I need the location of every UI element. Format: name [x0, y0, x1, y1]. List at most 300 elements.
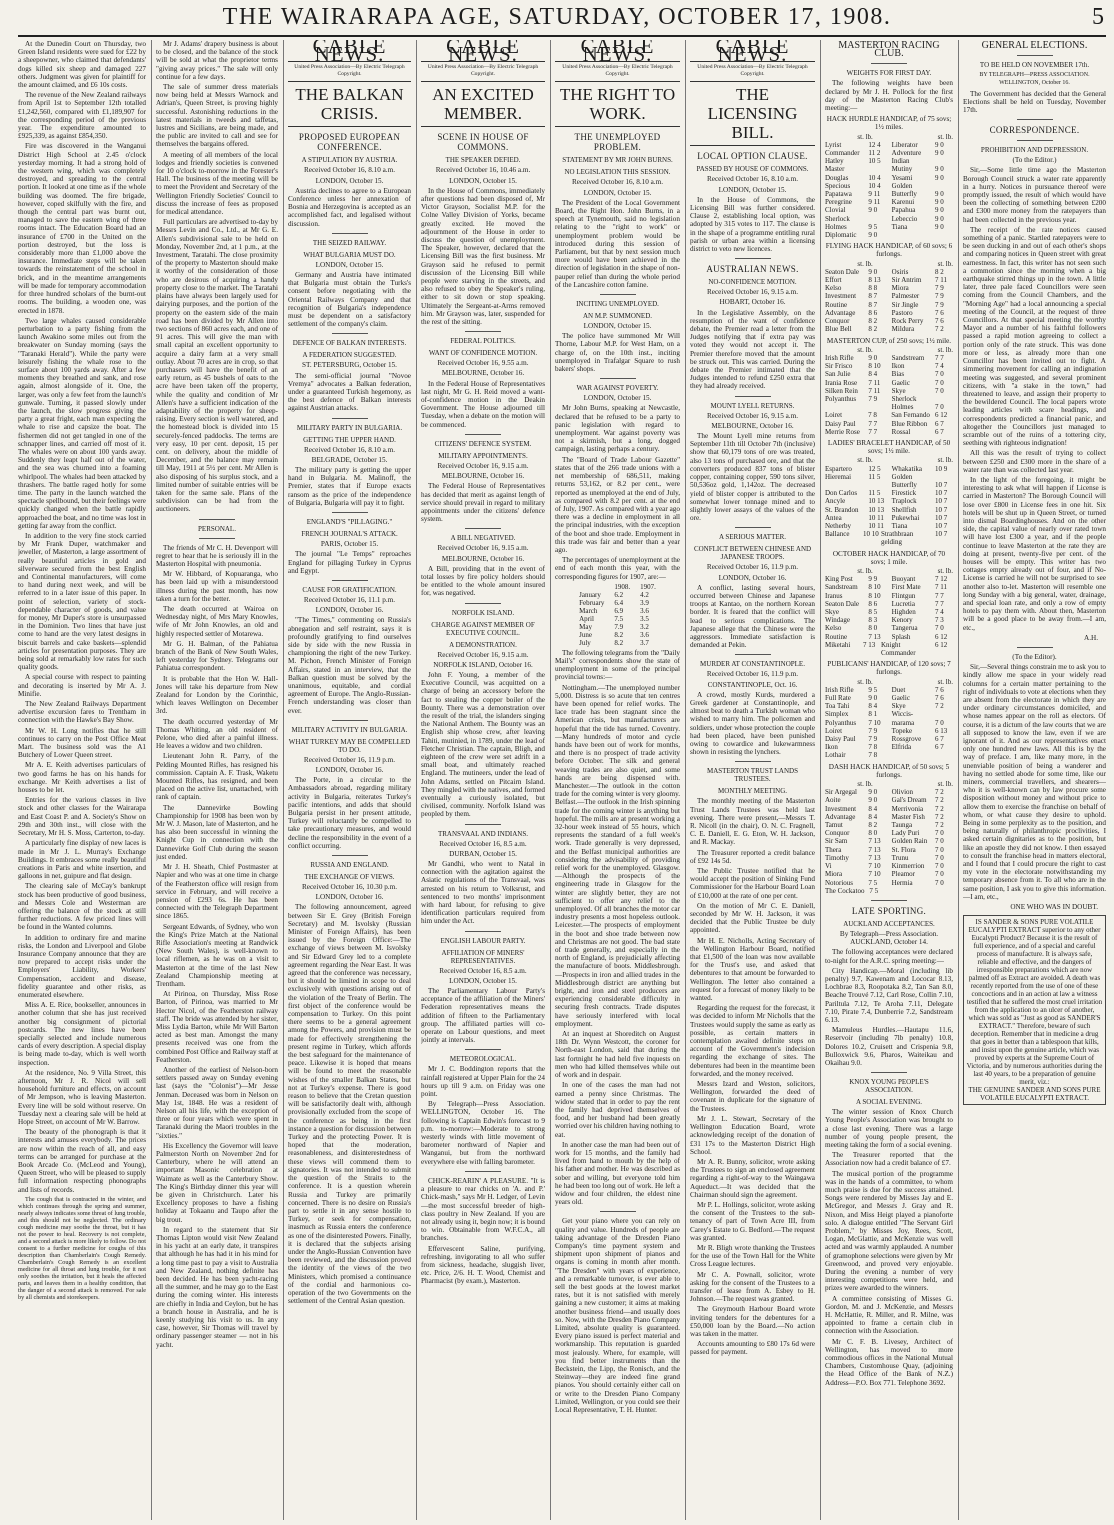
- advertisement: CHICK-REARIN' A PLEASURE. "It is a pleasure to rear chicks on 'A. and P.' Chick-mash," says Mr H. Ledger, of Levin—the most successful breeder of high-class poultry in New Zealand. If you are not already using it, begin now; it is bound to win. Obtainable from W.F.C.A., all branches.: [421, 1176, 545, 1243]
- horse-weight: 9 0: [934, 190, 944, 199]
- race-entry-row: [825, 231, 953, 239]
- horse-weight: 9 0: [868, 206, 878, 215]
- horse-weight: 7 2: [934, 796, 944, 805]
- horse-name: Kinmerrion: [891, 862, 925, 871]
- horse-name: Loiret: [825, 411, 843, 420]
- race-units: st. lb. st. lb.: [857, 566, 953, 575]
- horse-name: Yesami: [891, 173, 913, 182]
- news-paragraph: The Treasurer reported that the Association now had a credit balance of £7.: [825, 1151, 953, 1168]
- news-paragraph: The sale of summer dress materials now being held at Messrs Warnock and Adrian's, Queen Street, is proving highly successful. Astonishing reductions in the latest materials in tweeds and taffetas, lustres and Sicilians, are being made, and the public are invited to call and see for themselves the bargains offered.: [156, 83, 278, 149]
- horse-name: Sir Jingle: [891, 300, 919, 309]
- race-entry-row: [825, 268, 953, 276]
- horse-weight: 7 9: [934, 300, 944, 309]
- horse-weight: 7 6: [934, 317, 944, 326]
- dateline: CONSTANTINOPLE, Oct. 16.: [707, 680, 798, 689]
- horse-name: marama: [891, 718, 915, 727]
- horse-weight: 7 2: [934, 788, 944, 797]
- letter-paragraph: Sir,—Several things constrain me to ask you to kindly allow me space in your widely read columns for a certain matter pertaining to the right of individuals to vote at elections when they are absent from the electorate in which they are under ordinary circumstances domiciled, and whose names appear on the roll as electors. Of course, it is a dictum of the law courts that we are all supposed to know the law, even if we are ignorant of it. And as our representatives enact only one hundred new laws. All this is by the way of preface. I am, like many more, in the unenviable position of being a wanderer and having no settled abode for some time, like our miners, commercial travellers, and shearers—who it is well-known can by law procure some disposition without money and without price to allow them to exercise the franchise on behalf of whom, or what cause they desire to uphold. Being in some perplexity as to the position, and being naturally of philanthropic proclivities, I asked certain dignitaries as to the position, but like an apostle they did not know. I then essayed to consult the franchise head in matters electoral, and I found that I could procure the right to cast my vote in the electorate notwithstanding my temporary absence from it. To all who are in the same position, I ask you to give this information.—I am, etc.,: [963, 663, 1106, 901]
- horse-name: Skye: [891, 702, 906, 711]
- subheading: MASTERTON TRUST LANDS TRUSTEES.: [707, 767, 798, 784]
- news-paragraph: Mr W. H. Long notifies that he still continues to carry on the Post Office Meat Mart. The business sold was the A1 Butchery of Lower Queen street.: [18, 726, 146, 760]
- subheading: RUSSIA AND ENGLAND.: [310, 860, 389, 869]
- section-divider: [600, 1211, 636, 1212]
- race-entry-row: [825, 522, 953, 530]
- race-entry-row: [825, 686, 953, 694]
- page-number: 5: [1092, 4, 1104, 30]
- horse-weight: 10 11: [868, 521, 884, 530]
- race-entry-row: [825, 743, 953, 751]
- section-divider: [332, 418, 368, 419]
- horse-weight: 7 0: [934, 870, 944, 879]
- subheading: TRANSVAAL AND INDIANS.: [437, 829, 529, 838]
- news-paragraph: Mr H. E. Nicholls, Acting Secretary of the Wellington Harbour Board, notified that £1,500 of the loan was now available for the Trust's use, and asked that debentures to that amount be forwarded to Wellington. The letter also contained a request for a forecast of money likely to be wanted.: [690, 936, 815, 1003]
- dateline: LONDON, October 16.: [315, 606, 384, 615]
- horse-weight: 7 6: [934, 694, 944, 703]
- received-line: Received October 16, 8.10 a.m.: [303, 445, 395, 454]
- horse-name: Specious: [825, 181, 851, 190]
- received-line: Received October 16, 8.10 a.m.: [303, 166, 395, 175]
- race-entry-row: [825, 829, 953, 837]
- subheading: PROPOSED EUROPEAN CONFERENCE.: [298, 132, 401, 153]
- received-line: Received October 16, 8.5 a.m.: [439, 839, 527, 848]
- horse-name: Lyrist: [825, 140, 842, 149]
- horse-name: Shellfish: [891, 505, 917, 514]
- horse-weight: 9 0: [934, 173, 944, 182]
- horse-weight: 9 0: [934, 149, 944, 158]
- horse-name: Splash: [891, 632, 911, 641]
- horse-name: Sir Sam: [825, 837, 848, 846]
- news-paragraph: In one of the cases the man had not earned a penny since Christmas. The widow stated that in order to pay the rent the family had deprived themselves of food, and her husband had been greatly worried over his children having nothing to eat.: [555, 1081, 680, 1139]
- horse-name: Irania Rose: [825, 378, 858, 387]
- horse-weight: [935, 710, 953, 718]
- horse-name: Sherlock: [825, 214, 850, 223]
- dateline: By Telegraph—Press Association. AUCKLAND, October 14.: [839, 929, 939, 947]
- horse-name: Ballance: [825, 530, 850, 539]
- table-row: [574, 607, 661, 615]
- news-paragraph: The cough that is contracted in the winter, and which continues through the spring and summer, nearly always indicates some threat of lung trouble, and this should not be neglected. The ordinary cough medicine may soothe the throat, but it has not the power to heal. Recovery is not complete, and a second attack is more likely to follow. Do not consent to a further medicine for coughs of this description than Chamberlain's Cough Remedy. Chamberlain's Cough Remedy is an excellent medicine for all throat and lung trouble, for it not only soothes the irritation, but it heals the affected parts, and leaves them in a healthy condition, that the danger of a second attack is removed. For sale by all chemists and storekeepers.: [18, 1195, 146, 1301]
- horse-weight: 7 0: [934, 878, 944, 887]
- race-entry-row: [825, 887, 953, 895]
- subheading: GETTING THE UPPER HAND.: [303, 435, 396, 444]
- horse-weight: 8 4: [868, 370, 878, 379]
- section-divider: [600, 294, 636, 295]
- horse-weight: 7 0: [934, 845, 944, 854]
- horse-weight: 7 3: [934, 616, 944, 625]
- horse-weight: 8 4: [868, 702, 878, 711]
- column-excited-member: [421, 40, 545, 1520]
- horse-weight: [868, 215, 886, 223]
- race-entry-row: [825, 301, 953, 309]
- horse-weight: [935, 473, 953, 481]
- horse-name: Rock Perry: [891, 317, 924, 326]
- subheading: STATEMENT BY MR JOHN BURNS.: [562, 156, 673, 165]
- horse-weight: 7 0: [934, 624, 944, 633]
- section-divider: [735, 527, 771, 528]
- table-cell: January: [579, 590, 601, 599]
- horse-name: St. Flora: [891, 845, 916, 854]
- horse-weight: [935, 395, 953, 403]
- table-cell: April: [579, 614, 594, 623]
- race-entry-row: [825, 182, 953, 190]
- horse-name: [892, 887, 930, 895]
- horse-weight: 9 0: [934, 198, 944, 207]
- horse-name: Sir Antrim: [891, 276, 922, 285]
- subheading: A SERIOUS MATTER.: [718, 533, 787, 542]
- dateline: HOBART, October 16.: [719, 298, 786, 307]
- received-line: Received October 16, 9.15 a.m.: [706, 288, 798, 297]
- horse-weight: 7 2: [934, 821, 944, 830]
- horse-weight: 8 4: [868, 812, 878, 821]
- news-paragraph: The clearing sale of McCay's bankrupt stock has been productive of good business, and Messrs Cole and Westerman are offering the balance of the stock at still further reductions. A few priced lines will be found in the Wanted columns.: [18, 882, 146, 932]
- horse-weight: [935, 751, 953, 759]
- cable-credit: United Press Association—By Electric Telegraph Copyright.: [562, 64, 673, 77]
- race-entry-row: [825, 796, 953, 804]
- race-entry-row: [825, 879, 953, 887]
- section-divider: [871, 900, 907, 901]
- horse-weight: [935, 157, 953, 165]
- horse-weight: 6 13: [934, 726, 948, 735]
- table-cell: 3.2: [640, 622, 649, 631]
- received-line: Received October 16, 9.55 a.m.: [437, 359, 529, 368]
- horse-name: Sherlock: [891, 394, 917, 403]
- race-entry-row: [825, 710, 953, 718]
- table-cell: March: [579, 606, 598, 615]
- horse-weight: 8 6: [868, 308, 878, 317]
- race-entry-row: [825, 821, 953, 829]
- table-header: 1908.: [614, 582, 631, 591]
- news-paragraph: City Handicap.—Moral (including lib penalty) 9.7, Kawenam and Lococar 8.13, Lochbrae 8.3, Roopotaka 8.2, Tan San 8.0, Beache Trouvé 7.12, Carl Rose, Collin 7.10, Pariltula 7.12, Te Aroha 7.11, Delegate 7.10, Pirate 7.4, Dunberrie 7.2, Sandstream 6.13.: [825, 966, 953, 1024]
- horse-name: Peregrine: [825, 198, 852, 207]
- horse-weight: 8 2: [868, 325, 878, 334]
- section-divider: [465, 331, 501, 332]
- section-divider: [465, 603, 501, 604]
- column-rule: [820, 40, 821, 1520]
- horse-weight: 9 0: [868, 788, 878, 797]
- advertisement: Get your piano where you can rely on quality and value. Hundreds of people are taking advantage of the Dresden Piano Company's time payment system and shipment upon shipment of pianos and organs is coming in month after month. "The Dresden" with years of experience, and a remarkable turnover, is ever able to sell the best goods at the lowest market rates, but it is not satisfied with merely gaining a new customer; it aims at making another business friend—and usually does so. Now, with the Dresden Piano Company Limited, absolute quality is guaranteed. Every piano issued is perfect material and workmanship. This reputation is guarded most jealously. Where, for example, will you find better instruments than the Beckstein, the Lipp, the Ronisch, and the Steinway—they are indeed fine grand pianos. You should certainly either call on or write to the Dresden Piano Company Limited, Wellington, or you could see their Local Representative, T. H. Hunter.: [555, 1217, 680, 1415]
- horse-name: First Mate: [891, 583, 921, 592]
- race-entry-row: [825, 608, 953, 616]
- dateline: LONDON, October 16.: [718, 573, 787, 582]
- news-paragraph: Austria declines to agree to a European Conference unless her annexation of Bosnia and Herzegovina is accepted as an accomplished fact, and legalised without discussion.: [288, 186, 411, 228]
- received-line: Received October 16, 9.15 a.m.: [706, 411, 798, 420]
- news-paragraph: The musical portion of the programme was in the hands of a committee, to whom much praise is due for the success attained. Songs were rendered by Misses Jay and E. McGregor, and Messrs J. Gray and R. Nixon, and Miss Heigt played a pianoforte solo. A dialogue entitled "The Servant Girl Problem," by Misses Joy, Rees, Scott, Logan, McGlattie, and McKenzie was well acted and was warmly applauded. A number of gramophone selections were given by Mr Greenwood, and proved very enjoyable. During the evening a number of very interesting competitions were held, and prizes were awarded to the winners.: [825, 1169, 953, 1293]
- received-line: Received October 16, 9.15 a.m.: [437, 544, 529, 553]
- race-entry-row: [825, 198, 953, 206]
- race-entry-row: [825, 149, 953, 157]
- section-divider: [199, 519, 235, 520]
- horse-weight: 7 2: [934, 702, 944, 711]
- section-heading: AUSTRALIAN NEWS.: [706, 264, 799, 275]
- personal-item: In regard to the statement that Sir Thomas Lipton would visit New Zealand in his yacht at an early date, it transpires that although he has had it in his mind for a long time past to pay a visit to Australia and New Zealand, nothing definite has been decided. He has been yacht-racing all the summer, and he may go to the East during the coming winter. His interests are chiefly in India and Ceylon, but he has a branch house in Australia, and he is keenly studying his visit to us. In any case, however, Sir Thomas will travel by ordinary passenger steamer — not in his yacht.: [156, 1225, 278, 1349]
- horse-weight: 8 2: [934, 267, 944, 276]
- horse-weight: 8 2: [868, 317, 878, 326]
- personal-item: Another of the earliest of Nelson-born settlers passed away on Sunday evening last (says the "Colonist")—Mr Jesse Jenman. Deceased was born in Nelson on May 1st, 1848. He was a resident of Nelson all his life, with the exception of three or four years which were spent in Taranaki during the Maori troubles in the "sixties.": [156, 1065, 278, 1140]
- horse-weight: 7 11: [868, 378, 881, 387]
- horse-weight: 7 11: [934, 276, 947, 285]
- column-rule: [958, 40, 959, 1520]
- horse-name: Hatley: [825, 157, 844, 166]
- race-entry-row: [825, 292, 953, 300]
- news-paragraph: A committee consisting of Misses G. Gordon, M. and J. McKenzie, and Messrs H. McHattie, R. Miller, and R. Milne, was appointed to frame a certain club in connection with the Association.: [825, 1294, 953, 1336]
- dateline: LONDON, October 15.: [315, 260, 384, 269]
- horse-name: Gal's Dream: [891, 796, 927, 805]
- news-paragraph: In the Legislative Assembly, on the resumption of the want of confidence debate, the Premier read a letter from the Judges notifying that if extra pay was voted they would not accept it. The Premier therefore moved that the amount be struck out. This was carried. During the debate the Premier intimated that the Judges intended to refund £250 extra that they had already received.: [690, 308, 815, 391]
- horse-name: Lebeccio: [891, 214, 918, 223]
- news-paragraph: Messrs Izard and Weston, solicitors, Wellington, forwarded the deed of covenant in duplicate for the signature of the Trustees.: [690, 1080, 815, 1113]
- horse-name: Taunga: [891, 821, 913, 830]
- horse-weight: 7 0: [934, 386, 944, 395]
- horse-name: Indian: [891, 157, 910, 166]
- horse-name: The Cockatoo: [825, 886, 865, 895]
- race-heading: FLYING HACK HANDICAP, of 60 sovs; 6 furlongs.: [825, 242, 953, 259]
- horse-weight: 9 9: [868, 575, 878, 584]
- news-paragraph: The beauty of the phonograph is that it interests and amuses everybody. The prices are now within the reach of all, and easy terms can be arranged for purchase at the Book Arcade Co. (McLeod and Young), Queen Street, who will be pleased to supply full information respecting phonographs and lists of records.: [18, 1128, 146, 1194]
- table-cell: 8.2: [614, 638, 624, 647]
- subheading: CONFLICT BETWEEN CHINESE AND JAPANESE TROOPS.: [693, 545, 812, 562]
- received-line: Received October 16, 10.46 a.m.: [435, 166, 531, 175]
- race-entry-row: [825, 428, 953, 436]
- horse-name: Espartero: [825, 464, 852, 473]
- news-paragraph: The following announcement, agreed between Sir E. Grey (British Foreign Secretary) and M. Isvolsky (Russian Minister of Foreign Affairs), has been issued by the Foreign Office:—The exchange of views between M. Isvolsky and Sir Edward Grey led to a complete agreement regarding the Near East. It was agreed that the conference was necessary, but it should be limited in scope to deal exclusively with questions arising out of the violation of the Treaty of Berlin. The first object of the conference would be compensation to Turkey. On this point there seems to be a general agreement among the Powers, and provision must be made for effectively strengthening the present regime in Turkey, which affords the best safeguard for the maintenance of peace. Likewise it is hoped that means will be found to meet the reasonable wishes of the smaller Balkan States, but not at Turkey's expense. There is good reason to believe that the Cretan question will be satisfactorily dealt with, although provisionally excluded from the scope of the conference as being in the first instance a question for discussion between Turkey and the protecting Power. It is hoped that the moderation, reasonableness, and disinterestedness of these views will commend them to signatories. It was not intended to submit the question of the Straits to the conference. It is a question wherein Russia and Turkey are primarily concerned. There is no desire on Russia's part to settle it in any sense hostile to Turkey, or seek for compensation, inasmuch as Russia enters the conference as one of the disinterested Powers. Finally, it is declared that the subjects arising under the Anglo-Russian Convention have been reviewed, and the discussion proved the identity of the views of the two Ministers, which promised a continuance of the cordial and harmonious co-operation of the two Governments on the settlement of the Central Asian question.: [288, 903, 411, 1306]
- horse-weight: 7 13: [868, 853, 881, 862]
- subheading: CAUSE FOR GRATIFICATION.: [302, 585, 397, 594]
- horse-weight: 7 6: [934, 685, 944, 694]
- race-entry-row: [825, 702, 953, 710]
- section-divider: [332, 512, 368, 513]
- horse-name: Iranus: [825, 591, 843, 600]
- race-entry-row: [825, 379, 953, 387]
- race-entry-row: [825, 694, 953, 702]
- section-heading: KNOX YOUNG PEOPLE'S ASSOCIATION.: [849, 1078, 929, 1095]
- elections-title: GENERAL ELECTIONS.: [981, 40, 1088, 51]
- horse-name: Loiret: [825, 726, 843, 735]
- subheading: AFFILIATION OF MINERS' REPRESENTATIVES.: [441, 948, 525, 965]
- race-entry-row: [825, 420, 953, 428]
- letter-signature: A.H.: [1084, 633, 1098, 642]
- race-entry-row: [825, 506, 953, 514]
- news-paragraph: Mr A. R. Bunny, solicitor, wrote asking the Trustees to sign an enclosed agreement regarding a right-of-way to the Waingawa Aqueduct.—It was decided that the Chairman should sign the agreement.: [690, 1157, 815, 1199]
- column-racing-club: [825, 40, 953, 1520]
- horse-name: Kelso: [825, 624, 842, 633]
- news-paragraph: In another case the man had been out of work for 15 months, and the family had lived from hand to mouth by the help of his father and mother. He was described as sober and willing, but everyone told him he had been too long out of work. He left a widow and four children, the eldest nine years old.: [555, 1140, 680, 1207]
- horse-name: Diplomatic: [825, 231, 857, 240]
- dateline: PARIS, October 15.: [320, 540, 379, 549]
- news-paragraph: At the residence, No. 9 Villa Street, this afternoon, Mr J. R. Nicol will sell household furniture and effects, on account of Mr Jempson, who is leaving Masterton. Every line will be sold without reserve. On Tuesday next a clearing sale will be held at Hope Street, on account of Mr W. Barrow.: [18, 1068, 146, 1126]
- table-cell: May: [579, 622, 592, 631]
- advertisement: Effervescent Saline, purifying, refreshing, invigorating to all who suffer from sickness, headache, sluggish liver, etc. Price, 2/6. H. T. Wood, Chemist and Pharmacist (by exam.), Masterton.: [421, 1244, 545, 1286]
- letter-paragraph: All this was the result of trying to collect between £250 and £300 more in the share of a water rate than was collected last year.: [963, 449, 1106, 474]
- section-divider: [465, 931, 501, 932]
- received-line: Received October 16, 11.9 p.m.: [706, 670, 799, 679]
- horse-name: Polyanthus: [825, 394, 857, 403]
- letter-paragraph: The receipt of the rate notices caused something of a panic. Startled ratepayers were to be seen ducking in and out of each other's shops and comparing notices in Queen street with great earnestness. In fact, this writer has not seen such a commotion since the morning when a big earthquake stirred things up in the town. A little later, three pale faced Councillors were seen coming from the Council Chambers, and the "Morning Age" had a local announcing a special meeting of the Council, at the request of three Councillors. At that special meeting the worthy Mayor and a number of his faithful followers passed a rapid motion agreeing to collect a portion only of the rate struck. This was done more or less, as already more than one Councillor has been invited out to fight. A simmering movement for calling an indignation meeting was suggested, and several prominent citizens, with "a stake in the town," had threatened to leave, and assign their property to the bewildered Council. The local papers wrote leading articles with scare headings, and correspondents predicted a financial panic, and altogether the Councillors just managed to scramble out of the ruins of a tottering city, seething with righteous indignation!: [963, 225, 1106, 448]
- horse-weight: 12 5: [868, 464, 881, 473]
- headline: THE LICENSING BILL.: [690, 81, 815, 146]
- horse-name: [825, 481, 863, 489]
- unemployment-table: [574, 583, 661, 647]
- horse-weight: [868, 481, 886, 489]
- horse-name: Full Rate: [825, 694, 851, 703]
- horse-weight: 9 0: [934, 222, 944, 231]
- column-general-elections: [963, 40, 1106, 1520]
- horse-weight: 10 7: [934, 505, 948, 514]
- cable-news-heading: CABLE NEWS.: [555, 40, 680, 62]
- section-divider: [332, 233, 368, 234]
- column-right-to-work: [555, 40, 680, 1520]
- dateline: ST. PETERSBURG, October 15.: [302, 361, 397, 370]
- news-paragraph: The Government has decided that the General Elections shall be held on Tuesday, November 17th.: [963, 89, 1106, 115]
- news-paragraph: Mr R. Bligh wrote thanking the Trustees for the use of the Town Hall for the White Cross League lectures.: [690, 1243, 815, 1269]
- horse-weight: 7 13: [868, 837, 881, 846]
- race-entry-row: [825, 387, 953, 395]
- dateline: BELGRADE, October 15.: [311, 455, 388, 464]
- horse-weight: 7 0: [934, 837, 944, 846]
- news-paragraph: A special course with respect to painting and decorating is inserted by Mr A. J. Minifie.: [18, 673, 146, 698]
- horse-name: Kenory: [891, 616, 913, 625]
- horse-weight: 9 0: [934, 165, 944, 174]
- dateline: DURBAN, October 15.: [449, 849, 517, 858]
- horse-name: Highden: [891, 608, 916, 616]
- section-divider: [735, 396, 771, 397]
- horse-name: Topeke: [891, 726, 913, 735]
- subheading: CITIZENS' DEFENCE SYSTEM.: [434, 439, 532, 448]
- horse-name: Sir Frisco: [825, 362, 853, 371]
- subheading: WHAT TURKEY MAY BE COMPELLED TO DO.: [288, 737, 411, 754]
- horse-name: Traplock: [891, 497, 917, 506]
- news-paragraph: The military party is getting the upper hand in Bulgaria. M. Malinoff, the Premier, states that if Europe exacts ransom as the price of the independence of Bulgaria, Bulgaria will pay it to fight.: [288, 466, 411, 507]
- horse-name: Hermia: [891, 878, 913, 887]
- horse-weight: 6 12: [935, 640, 948, 649]
- horse-weight: 7 4: [934, 362, 944, 371]
- cable-news-heading: CABLE NEWS.: [690, 40, 815, 62]
- horse-weight: 8 1: [868, 710, 878, 719]
- horse-name: Rossal: [891, 427, 911, 436]
- horse-weight: 8 10: [868, 362, 881, 371]
- horse-name: Routine: [825, 632, 848, 641]
- horse-name: Timothy: [825, 853, 849, 862]
- horse-name: Osiris: [891, 267, 909, 276]
- race-entry-row: [825, 592, 953, 600]
- horse-weight: 6 12: [934, 411, 948, 420]
- section-heading: LATE SPORTING.: [851, 905, 927, 916]
- horse-weight: 10 11: [868, 513, 884, 522]
- horse-weight: 8 10: [868, 583, 881, 592]
- horse-name: Butterfly: [891, 480, 917, 489]
- dateline: LONDON, October 15.: [449, 976, 517, 985]
- horse-name: Ikon: [891, 362, 905, 371]
- letter-paragraph: In the light of the foregoing, it might be interesting to ask what will happen if License is carried in Masterton? The Borough Council will lose over £800 in License fees in one hit. Six hotels will be shut up in Queen Street, or turned into dismal Boardinghouses. And on the other side, the capital value of nearly over rated town will have lost £300 a year, and if the people continue to leave Masterton at the rate they are doing at present, twenty-five per cent. of the houses will be empty. This writer has two cottages empty already out of four, and if No-License is carried he will not be surprised to see another also to-let. Masterton will resemble one long Sunday with a big general, water, drainage, and special loan rate, and only a row of empty hotels to pay them with. About then, Masterton will be a good place to be away from.—I am, etc.,: [963, 475, 1106, 632]
- subheading: FEDERAL POLITICS.: [450, 337, 516, 346]
- horse-weight: 7 9: [934, 284, 944, 293]
- race-entry-row: [825, 190, 953, 198]
- race-entry-row: [825, 530, 953, 546]
- personal-item: The death occurred at Wairoa on Wednesday night, of Mrs Mary Knowles, wife of Mr John Knowles, an old and highly respected settler of Motarewa.: [156, 605, 278, 638]
- news-paragraph: Mr J. C. Boddington reports that the rainfall registered at Upper Plain for the 24 hours up till 9 a.m. on Friday was one point.: [421, 1065, 545, 1099]
- masthead: [0, 0, 1114, 36]
- subheading: THE UNEMPLOYED PROBLEM.: [574, 132, 661, 153]
- horse-name: Thera: [825, 845, 842, 854]
- race-entry-row: [825, 514, 953, 522]
- dateline: BY TELEGRAPH—PRESS ASSOCIATION. WELLINGTON, October 16.: [979, 72, 1090, 87]
- horse-weight: 7 7: [934, 353, 944, 362]
- subheading: AN M.P. SUMMONED.: [582, 312, 653, 321]
- horse-name: Routine: [825, 300, 848, 309]
- horse-weight: 6 7: [934, 735, 944, 744]
- horse-weight: 8 4: [868, 804, 878, 813]
- race-entry-row: [825, 735, 953, 743]
- section-divider: [735, 761, 771, 762]
- race-entry-row: [825, 575, 953, 583]
- subheading: THE SPEAKER DEFIED.: [445, 156, 521, 165]
- table-row: [574, 623, 661, 631]
- race-entry-row: [825, 362, 953, 370]
- subheading: A DEMONSTRATION.: [449, 640, 517, 649]
- horse-weight: 10 7: [934, 480, 948, 489]
- received-line: Received October 16, 10.30 p.m.: [301, 882, 397, 891]
- horse-name: Merrie Rose: [825, 427, 860, 436]
- news-paragraph: The "Board of Trade Labour Gazette" states that of the 266 trade unions with a net membership of 686,511, making returns 53,162, or 8.2 per cent., were reported as unemployed at the end of July, as compared with 8.2 per cent. at the end of July, 1907. As compared with a year ago there was a decline in employment in all the principal industries, with the exception of the boot and shoe trade. Employment in this trade was fair and better than a year ago.: [555, 455, 680, 554]
- horse-name: Tamut: [825, 821, 843, 830]
- news-paragraph: The Greymouth Harbour Board wrote inviting tenders for the debentures for a £50,000 loan by the Board.—No action was taken in the matter.: [690, 1305, 815, 1338]
- horse-weight: 7 2: [934, 812, 944, 821]
- race-entry-row: [825, 276, 953, 284]
- horse-name: Irish Rifle: [825, 353, 854, 362]
- dateline: MELBOURNE, October 16.: [441, 472, 525, 481]
- race-entry-row: [825, 174, 953, 182]
- race-entry-row: [825, 325, 953, 333]
- horse-name: Skye: [891, 386, 906, 395]
- horse-weight: 7 10: [868, 870, 881, 879]
- table-row: [574, 615, 661, 623]
- race-heading: HACK HURDLE HANDICAP, of 75 sovs; 1½ miles.: [826, 115, 952, 132]
- news-paragraph: A conflict, lasting several hours, occurred between Chinese and Japanese troops at Kantao, on the northern Korean border. It is feared that the conflict will lead to serious complications. The Japanese allege that the Chinese were the aggressors. Immediate satisfaction is demanded at Pekin.: [690, 583, 815, 650]
- news-paragraph: Mr C. A. Pownall, solicitor, wrote asking for the consent of the Trustees to a transfer of lease from A. Esbey to H. Johnson.—The request was granted.: [690, 1270, 815, 1304]
- table-cell: 4.2: [640, 590, 649, 599]
- subheading: MOUNT LYELL RETURNS.: [710, 401, 795, 410]
- subheading: PASSED BY HOUSE OF COMMONS.: [696, 165, 809, 174]
- horse-weight: 8 2: [868, 821, 878, 830]
- personal-item: The death occurred yesterday of Mr Thomas Whiting, an old resident of Pelone, who died after a painful illness. He leaves a widow and two children.: [156, 717, 278, 751]
- subheading: MILITARY APPOINTMENTS.: [438, 451, 528, 460]
- news-paragraph: In addition to the very fine stock carried by Mr Frank Duper, watchmaker and jeweller, of Masterton, a large assortment of really beautiful articles in gold and silverware secured from the best English and Continental manufacturers, will come to hand during next week, and will be referred to in a later issue of this paper. In point of selection, variety of stock-dependable character of goods, and value for money, Mr Duper's store is unsurpassed in the Dominion. Two lines that have just come to hand are the very latest designs in biscuit barrels and cake baskets—splendid articles for presentation purposes. They are being sold at remarkably low rates for such quality goods.: [18, 531, 146, 672]
- news-paragraph: A meeting of all members of the local lodges and friendly societies is convened for 10 o'clock to-morrow in the Forester's Hall. The business of the meeting will be to meet the Provident and Secretary of the Wellington Friendly Societies' Council to discuss the increase of fees as proposed for medical attendance.: [156, 150, 278, 217]
- news-paragraph: The New Zealand Railways Department advertise excursion fares to Trentham in connection with the Hawke's Bay Show.: [18, 700, 146, 725]
- news-paragraph: Mr P. L. Hollings, solicitor, wrote asking the consent of the Trustees to the sub-tenancy of part of Town Acre III, from Carey's Estate to G. Bedford.—The request was granted.: [690, 1200, 815, 1242]
- subheading: MONTHLY MEETING.: [717, 787, 788, 796]
- horse-weight: 7 0: [934, 403, 944, 412]
- race-entry-row: [825, 837, 953, 845]
- table-cell: February: [579, 598, 605, 607]
- section-divider: [871, 63, 907, 64]
- subheading: NORFOLK ISLAND.: [451, 608, 515, 617]
- news-paragraph: Mamuleus Hurdles.—Hautapu 11.6, Reservoir (including 7lb penalty) 10.8, Dolores 10.2, Cruisett and Crispenia 9.8, Bulloxwick 9.6, Pharos, Waiteikau and Okaihau 9.0.: [825, 1026, 953, 1067]
- horse-name: Merrivonia: [891, 804, 924, 813]
- section-divider: [465, 528, 501, 529]
- horse-weight: 7 11: [934, 583, 947, 592]
- race-entry-row: [825, 633, 953, 641]
- received-line: Received October 16, 8.10 a.m.: [571, 178, 663, 187]
- horse-weight: 10 7: [934, 521, 948, 530]
- horse-weight: [868, 165, 886, 173]
- cable-credit: United Press Association—By Electric Telegraph Copyright.: [427, 64, 539, 77]
- horse-weight: 12 4: [868, 140, 881, 149]
- personal-item: At Pirinoa, on Thursday, Miss Rose Barton, of Pirinoa, was married to Mr Hector Nicol, of the Featherston railway staff. The bride was attended by her sister, Miss Lydia Barton, while Mr Will Barton acted as best man. Amongst the many presents received was one from the combined Post Office and Railway staff at Featherston.: [156, 990, 278, 1064]
- horse-name: Notorious: [825, 878, 853, 887]
- horse-name: Gaelic: [891, 378, 910, 387]
- race-entry-row: [825, 813, 953, 821]
- subheading: WEIGHTS FOR FIRST DAY.: [846, 69, 932, 78]
- horse-name: Golden Rain: [891, 837, 928, 846]
